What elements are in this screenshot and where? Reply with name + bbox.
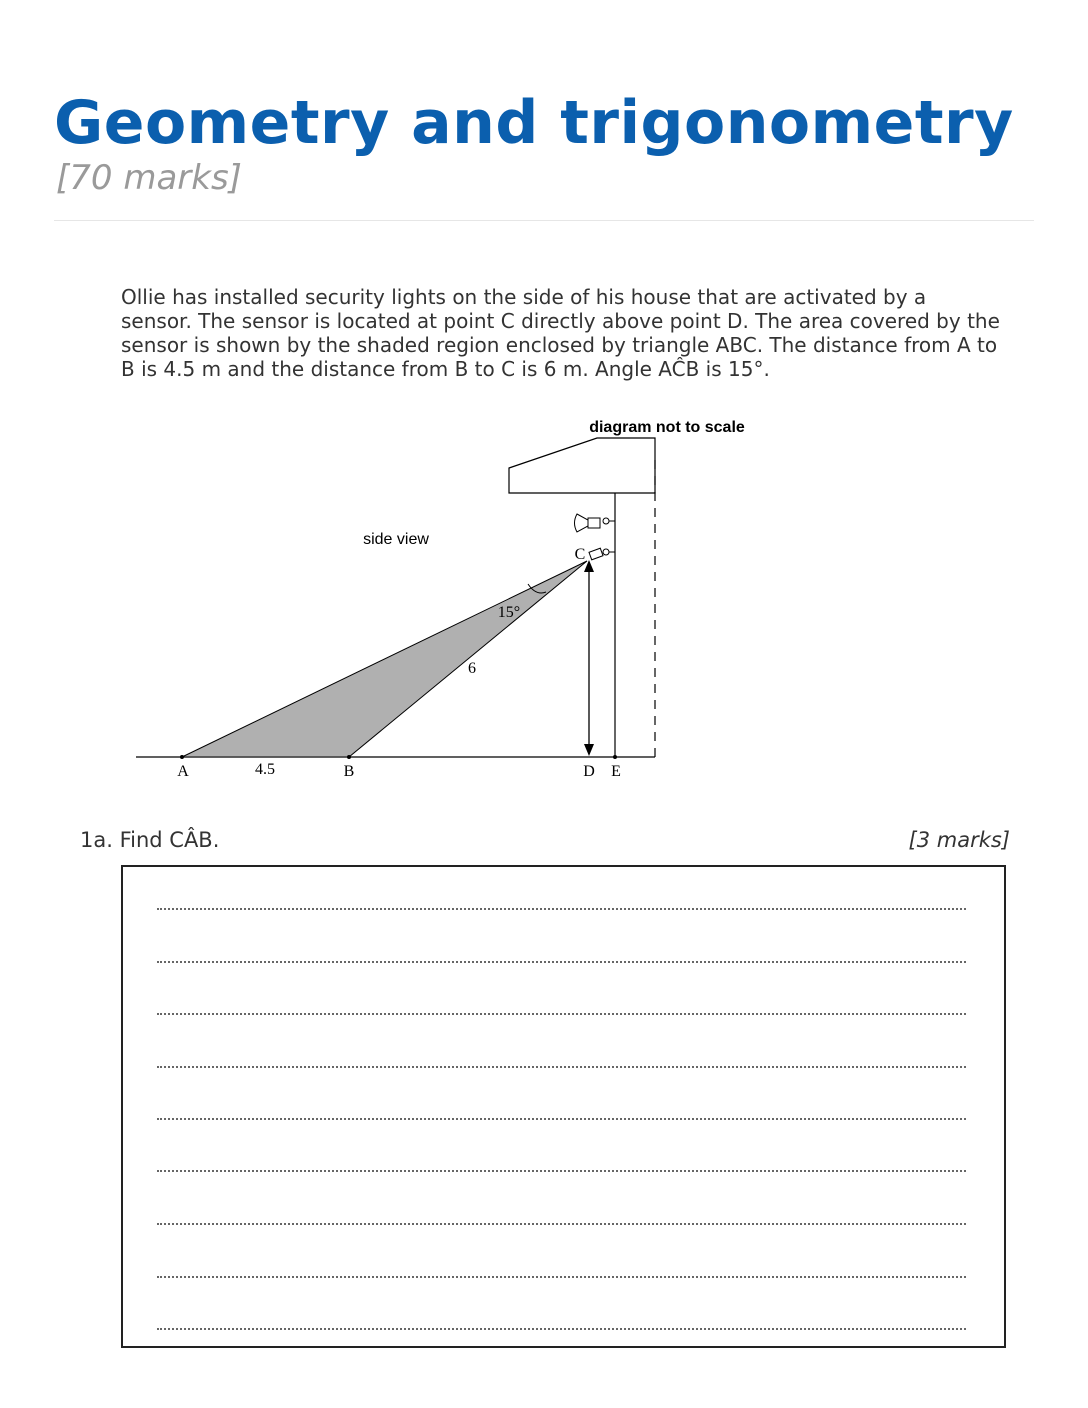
question-intro: Ollie has installed security lights on the side of his house that are activated by a sensor. The sensor is located at point C directly above point D. The area covered by the sensor is shown by the shaded region enclosed by triangle ABC. The distance from A to B is 4.5 m and the distance from B to C is 6 m. Angle AĈB is 15°. <box>121 285 1000 381</box>
point-e-dot <box>613 755 617 759</box>
answer-line[interactable] <box>157 961 966 963</box>
answer-line[interactable] <box>157 1276 966 1278</box>
question-marks: [3 marks] <box>908 828 1010 852</box>
point-e-label: E <box>611 763 621 780</box>
answer-line[interactable] <box>157 1013 966 1015</box>
answer-line[interactable] <box>157 1223 966 1225</box>
point-b-dot <box>347 755 351 759</box>
answer-line[interactable] <box>157 1170 966 1172</box>
question-label: 1a. Find CÂB. <box>80 828 220 852</box>
total-marks: [70 marks] <box>56 158 242 198</box>
answer-line[interactable] <box>157 908 966 910</box>
side-ab-label: 4.5 <box>255 761 275 778</box>
point-a-dot <box>180 755 184 759</box>
angle-label: 15° <box>497 604 521 621</box>
header-divider <box>54 220 1034 221</box>
house-roof <box>509 438 655 493</box>
point-a-label: A <box>177 763 189 780</box>
page-title: Geometry and trigonometry <box>54 88 1014 158</box>
point-d-label: D <box>583 763 595 780</box>
answer-box[interactable] <box>121 865 1006 1348</box>
point-c-label: C <box>574 546 586 563</box>
height-arrow <box>584 560 594 756</box>
side-bc-label: 6 <box>468 660 476 677</box>
answer-line[interactable] <box>157 1328 966 1330</box>
view-label: side view <box>363 531 429 548</box>
answer-line[interactable] <box>157 1066 966 1068</box>
diagram-note: diagram not to scale <box>589 419 745 436</box>
sensor-coverage-triangle <box>182 561 587 757</box>
sensor-icon <box>589 548 615 560</box>
security-light-icon <box>575 514 616 532</box>
sensor-diagram <box>120 410 770 805</box>
point-b-label: B <box>343 763 355 780</box>
answer-line[interactable] <box>157 1118 966 1120</box>
